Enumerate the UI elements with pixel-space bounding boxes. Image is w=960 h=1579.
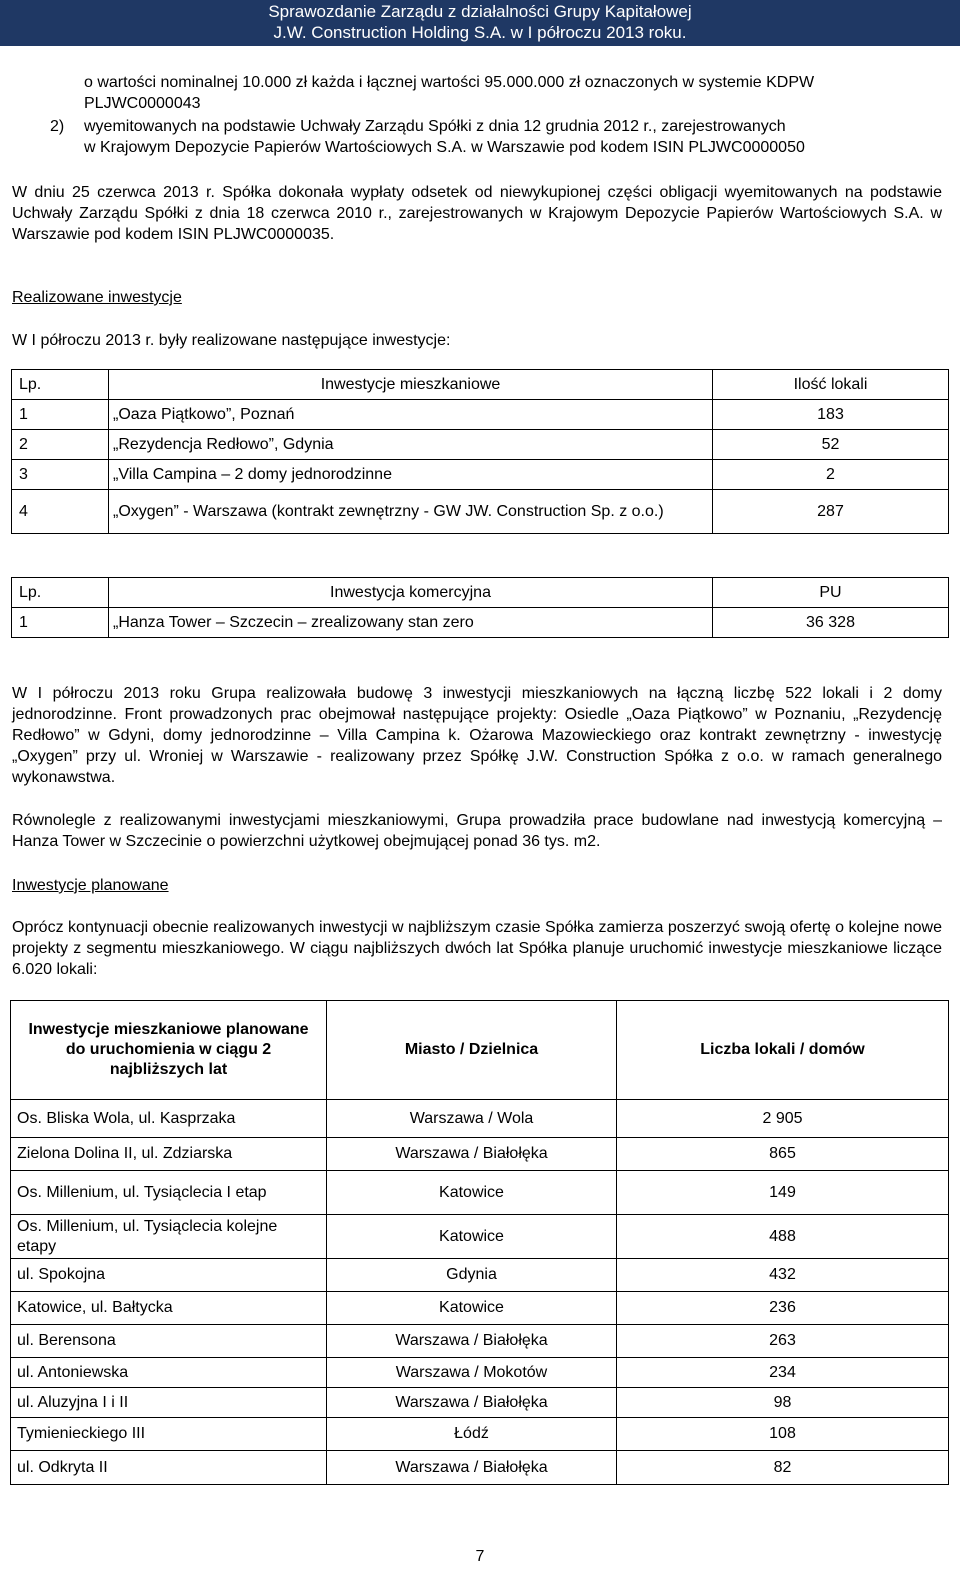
page-number: 7 (475, 1548, 485, 1565)
table-row: ul. Berensona Warszawa / Białołęka 263 (11, 1325, 949, 1358)
half-year-paragraph: W I półroczu 2013 roku Grupa realizowała budowę 3 inwestycji mieszkaniowych na łączną liczbę 522 lokali i 2 domy jednorodzinne. Front prowadzonych prac obejmował następujące projekty: Osiedle „Oaza Piątkowo” w Poznaniu, „Rezydencję Redłowo” w Gdyni, domy jednorodzinne – Villa Campina k. Ożarowa Mazowieckiego oraz kontrakt zewnętrzny - inwestycję „Oxygen” przy ul. Wroniej w Warszawie - realizowany przez Spółkę J.W. Construction Spółka z o.o. w ramach generalnego wykonawstwa. (12, 685, 942, 786)
bond-description-continued: o wartości nominalnej 10.000 zł każda i łącznej wartości 95.000.000 zł oznaczonych w systemie KDPW PLJWC0000043 (84, 74, 815, 112)
header-lp: Lp. (12, 578, 109, 608)
table-row: Tymienieckiego III Łódź 108 (11, 1418, 949, 1451)
realized-lead-text: W I półroczu 2013 r. były realizowane następujące inwestycje: (12, 332, 451, 349)
planned-investments-table (10, 1000, 949, 1485)
header-count: Ilość lokali (713, 370, 949, 400)
table-header-row (12, 578, 949, 608)
header-count: Liczba lokali / domów (617, 1001, 949, 1100)
table-row: Os. Millenium, ul. Tysiąclecia kolejne etapy Katowice 488 (11, 1215, 949, 1259)
bond-item-2: 2) wyemitowanych na podstawie Uchwały Zarządu Spółki z dnia 12 grudnia 2012 r., zarejestrowanych w Krajowym Depozycie Papierów Wartościowych S.A. w Warszawie pod kodem ISIN PLJWC0000050 (50, 118, 805, 156)
table-row: ul. Spokojna Gdynia 432 (11, 1259, 949, 1292)
commercial-investments-table (11, 577, 949, 638)
table-row: Os. Bliska Wola, ul. Kasprzaka Warszawa / Wola 2 905 (11, 1100, 949, 1138)
table-row: ul. Antoniewska Warszawa / Mokotów 234 (11, 1358, 949, 1388)
header-pu: PU (713, 578, 949, 608)
table-row: 2 „Rezydencja Redłowo”, Gdynia 52 (12, 430, 949, 460)
list-number: 2) (50, 118, 65, 135)
table-row: Os. Millenium, ul. Tysiąclecia I etap Katowice 149 (11, 1171, 949, 1215)
header-investment: Inwestycje mieszkaniowe (109, 370, 713, 400)
residential-investments-table (11, 369, 949, 534)
header-title-line1: Sprawozdanie Zarządu z działalności Grupy Kapitałowej (268, 2, 692, 21)
table-row: 1 „Oaza Piątkowo”, Poznań 183 (12, 400, 949, 430)
header-lp: Lp. (12, 370, 109, 400)
table-row: ul. Aluzyjna I i II Warszawa / Białołęka 98 (11, 1388, 949, 1418)
header-investment: Inwestycje mieszkaniowe planowane do uruchomienia w ciągu 2 najbliższych lat (11, 1001, 327, 1100)
report-header (0, 0, 960, 46)
header-city: Miasto / Dzielnica (327, 1001, 617, 1100)
planned-paragraph: Oprócz kontynuacji obecnie realizowanych inwestycji w najbliższym czasie Spółka zamierza poszerzyć swoją ofertę o kolejne nowe projekty z segmentu mieszkaniowego. W ciągu najbliższych dwóch lat Spółka planuje uruchomić inwestycje mieszkaniowe liczące 6.020 lokali: (12, 919, 942, 978)
header-title-line2: J.W. Construction Holding S.A. w I półroczu 2013 roku. (273, 23, 687, 42)
table-header-row (11, 1001, 949, 1100)
table-header-row (12, 370, 949, 400)
section-title-realized: Realizowane inwestycje (12, 289, 182, 306)
table-row: Katowice, ul. Bałtycka Katowice 236 (11, 1292, 949, 1325)
parallel-works-paragraph: Równolegle z realizowanymi inwestycjami mieszkaniowymi, Grupa prowadziła prace budowlane nad inwestycją komercyjną – Hanza Tower w Szczecinie o powierzchni użytkowej obejmującej ponad 36 tys. m2. (12, 812, 942, 850)
table-row: 3 „Villa Campina – 2 domy jednorodzinne 2 (12, 460, 949, 490)
table-row: Zielona Dolina II, ul. Zdziarska Warszawa / Białołęka 865 (11, 1138, 949, 1171)
table-row: 4 „Oxygen” - Warszawa (kontrakt zewnętrzny - GW JW. Construction Sp. z o.o.) 287 (12, 490, 949, 534)
section-title-planned: Inwestycje planowane (12, 877, 169, 894)
table-row: 1 „Hanza Tower – Szczecin – zrealizowany stan zero 36 328 (12, 608, 949, 638)
header-investment: Inwestycja komercyjna (109, 578, 713, 608)
interest-payment-paragraph: W dniu 25 czerwca 2013 r. Spółka dokonała wypłaty odsetek od niewykupionej części obligacji wyemitowanych na podstawie Uchwały Zarządu Spółki z dnia 18 czerwca 2010 r., zarejestrowanych w Krajowym Depozycie Papierów Wartościowych S.A. w Warszawie pod kodem ISIN PLJWC0000035. (12, 184, 942, 243)
table-row: ul. Odkryta II Warszawa / Białołęka 82 (11, 1451, 949, 1485)
